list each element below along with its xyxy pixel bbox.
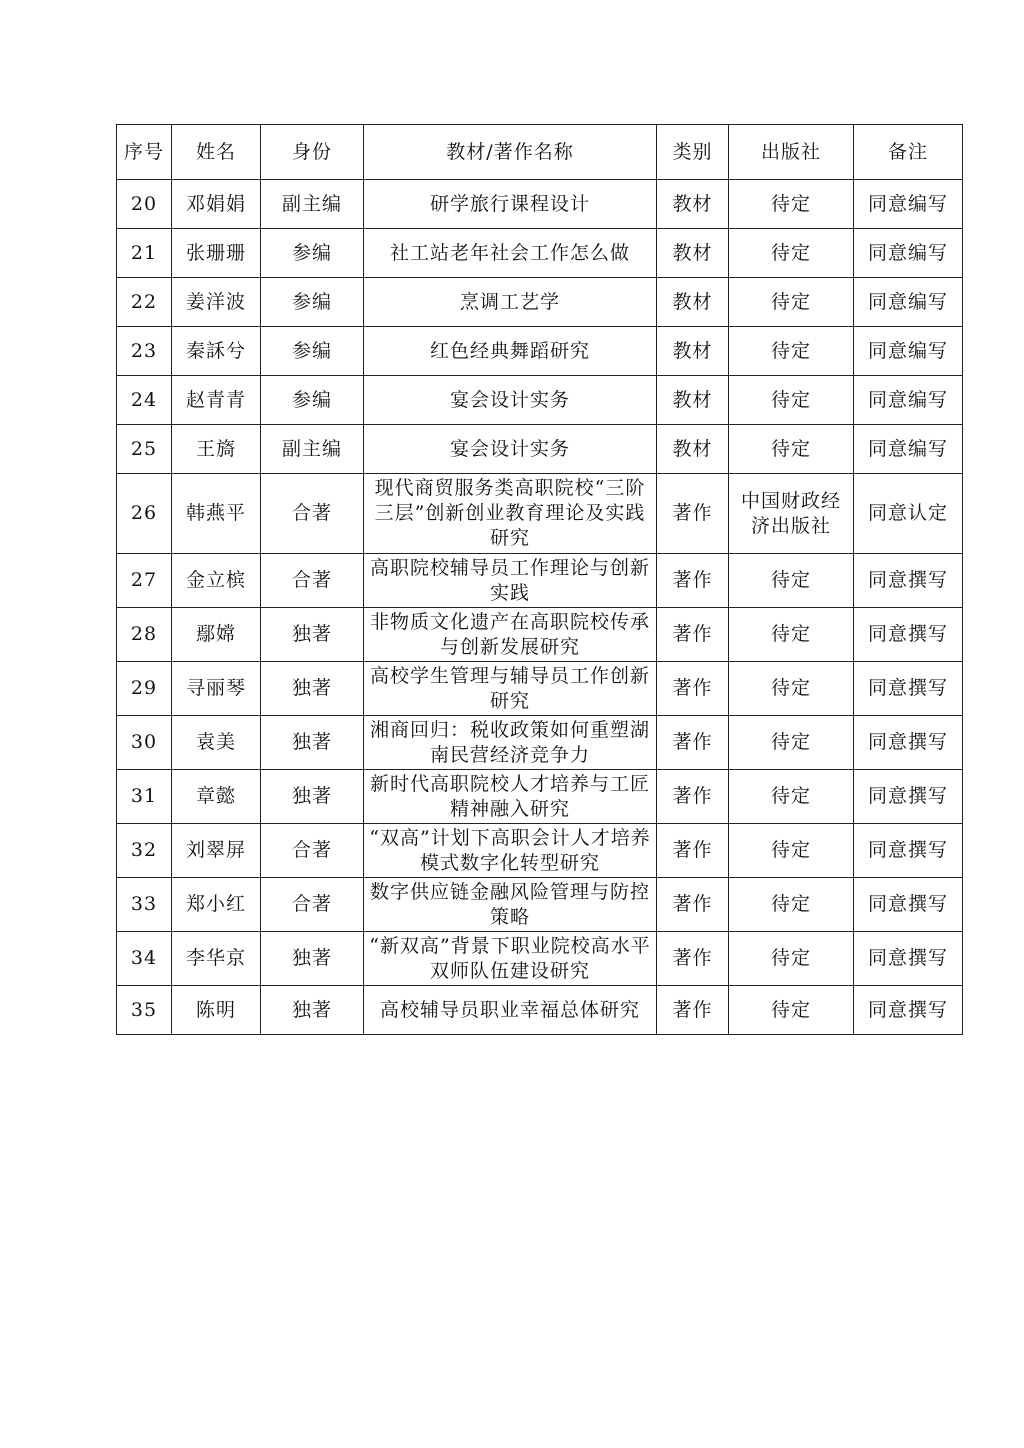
cell-seq: 33	[117, 878, 172, 932]
cell-name: 李华京	[172, 932, 261, 986]
cell-role: 副主编	[261, 425, 364, 474]
cell-remark: 同意撰写	[854, 662, 963, 716]
cell-seq: 31	[117, 770, 172, 824]
cell-name: 鄢嫦	[172, 608, 261, 662]
cell-name: 秦訸兮	[172, 327, 261, 376]
cell-seq: 26	[117, 474, 172, 554]
cell-name: 金立槟	[172, 554, 261, 608]
cell-title: 高职院校辅导员工作理论与创新实践	[364, 554, 657, 608]
table-row	[117, 824, 963, 878]
header-name: 姓名	[172, 125, 261, 180]
cell-type: 教材	[657, 180, 729, 229]
cell-role: 独著	[261, 986, 364, 1035]
cell-role: 独著	[261, 716, 364, 770]
cell-role: 合著	[261, 474, 364, 554]
cell-publisher: 待定	[729, 327, 854, 376]
cell-title: 研学旅行课程设计	[364, 180, 657, 229]
cell-remark: 同意编写	[854, 180, 963, 229]
table-row	[117, 878, 963, 932]
cell-publisher: 待定	[729, 376, 854, 425]
cell-type: 著作	[657, 554, 729, 608]
cell-publisher: 待定	[729, 716, 854, 770]
cell-type: 著作	[657, 932, 729, 986]
cell-type: 著作	[657, 986, 729, 1035]
cell-name: 寻丽琴	[172, 662, 261, 716]
header-remark: 备注	[854, 125, 963, 180]
cell-publisher: 待定	[729, 180, 854, 229]
cell-type: 著作	[657, 824, 729, 878]
cell-seq: 24	[117, 376, 172, 425]
cell-type: 著作	[657, 770, 729, 824]
cell-remark: 同意撰写	[854, 608, 963, 662]
cell-title: “新双高”背景下职业院校高水平双师队伍建设研究	[364, 932, 657, 986]
cell-publisher: 中国财政经济出版社	[729, 474, 854, 554]
table-row	[117, 986, 963, 1035]
cell-title: 新时代高职院校人才培养与工匠精神融入研究	[364, 770, 657, 824]
table-row	[117, 327, 963, 376]
cell-title: “双高”计划下高职会计人才培养模式数字化转型研究	[364, 824, 657, 878]
cell-role: 合著	[261, 554, 364, 608]
cell-name: 郑小红	[172, 878, 261, 932]
cell-publisher: 待定	[729, 878, 854, 932]
cell-type: 著作	[657, 878, 729, 932]
table-row	[117, 229, 963, 278]
cell-remark: 同意撰写	[854, 554, 963, 608]
cell-remark: 同意撰写	[854, 824, 963, 878]
cell-remark: 同意撰写	[854, 770, 963, 824]
cell-title: 宴会设计实务	[364, 425, 657, 474]
cell-type: 教材	[657, 327, 729, 376]
cell-seq: 27	[117, 554, 172, 608]
cell-seq: 35	[117, 986, 172, 1035]
cell-title: 高校学生管理与辅导员工作创新研究	[364, 662, 657, 716]
cell-remark: 同意撰写	[854, 932, 963, 986]
table-row	[117, 608, 963, 662]
cell-title: 湘商回归：税收政策如何重塑湖南民营经济竞争力	[364, 716, 657, 770]
cell-seq: 30	[117, 716, 172, 770]
cell-type: 教材	[657, 229, 729, 278]
cell-role: 参编	[261, 229, 364, 278]
cell-type: 著作	[657, 716, 729, 770]
cell-name: 韩燕平	[172, 474, 261, 554]
cell-name: 刘翠屏	[172, 824, 261, 878]
cell-title: 数字供应链金融风险管理与防控策略	[364, 878, 657, 932]
cell-title: 宴会设计实务	[364, 376, 657, 425]
cell-publisher: 待定	[729, 770, 854, 824]
cell-title: 高校辅导员职业幸福总体研究	[364, 986, 657, 1035]
cell-publisher: 待定	[729, 425, 854, 474]
table-header-row	[117, 125, 963, 180]
header-title: 教材/著作名称	[364, 125, 657, 180]
header-publisher: 出版社	[729, 125, 854, 180]
cell-remark: 同意认定	[854, 474, 963, 554]
cell-type: 教材	[657, 376, 729, 425]
header-role: 身份	[261, 125, 364, 180]
cell-name: 姜洋波	[172, 278, 261, 327]
table-row	[117, 662, 963, 716]
cell-role: 独著	[261, 932, 364, 986]
cell-name: 邓娟娟	[172, 180, 261, 229]
header-type: 类别	[657, 125, 729, 180]
textbook-approval-table	[116, 124, 963, 1035]
cell-type: 著作	[657, 474, 729, 554]
table-row	[117, 474, 963, 554]
cell-seq: 29	[117, 662, 172, 716]
cell-title: 烹调工艺学	[364, 278, 657, 327]
cell-publisher: 待定	[729, 608, 854, 662]
table-row	[117, 770, 963, 824]
table-row	[117, 278, 963, 327]
cell-publisher: 待定	[729, 229, 854, 278]
cell-remark: 同意撰写	[854, 716, 963, 770]
cell-remark: 同意撰写	[854, 986, 963, 1035]
table-row	[117, 376, 963, 425]
table-row	[117, 425, 963, 474]
cell-publisher: 待定	[729, 932, 854, 986]
cell-type: 著作	[657, 662, 729, 716]
cell-name: 陈明	[172, 986, 261, 1035]
cell-remark: 同意编写	[854, 376, 963, 425]
cell-type: 教材	[657, 278, 729, 327]
table-row	[117, 180, 963, 229]
table-row	[117, 716, 963, 770]
table-row	[117, 932, 963, 986]
cell-role: 副主编	[261, 180, 364, 229]
cell-remark: 同意撰写	[854, 878, 963, 932]
cell-seq: 22	[117, 278, 172, 327]
cell-remark: 同意编写	[854, 278, 963, 327]
cell-name: 赵青青	[172, 376, 261, 425]
table-row	[117, 554, 963, 608]
cell-remark: 同意编写	[854, 229, 963, 278]
cell-publisher: 待定	[729, 662, 854, 716]
cell-remark: 同意编写	[854, 327, 963, 376]
cell-role: 独著	[261, 770, 364, 824]
cell-name: 张珊珊	[172, 229, 261, 278]
cell-title: 社工站老年社会工作怎么做	[364, 229, 657, 278]
cell-publisher: 待定	[729, 278, 854, 327]
cell-type: 教材	[657, 425, 729, 474]
cell-type: 著作	[657, 608, 729, 662]
cell-name: 王旖	[172, 425, 261, 474]
cell-seq: 28	[117, 608, 172, 662]
cell-seq: 25	[117, 425, 172, 474]
cell-role: 合著	[261, 878, 364, 932]
cell-seq: 34	[117, 932, 172, 986]
cell-role: 合著	[261, 824, 364, 878]
cell-name: 章懿	[172, 770, 261, 824]
cell-remark: 同意编写	[854, 425, 963, 474]
cell-role: 独著	[261, 662, 364, 716]
cell-role: 参编	[261, 278, 364, 327]
header-seq: 序号	[117, 125, 172, 180]
cell-seq: 23	[117, 327, 172, 376]
cell-role: 独著	[261, 608, 364, 662]
cell-title: 现代商贸服务类高职院校“三阶三层”创新创业教育理论及实践研究	[364, 474, 657, 554]
cell-seq: 21	[117, 229, 172, 278]
cell-role: 参编	[261, 327, 364, 376]
cell-title: 非物质文化遗产在高职院校传承与创新发展研究	[364, 608, 657, 662]
cell-name: 袁美	[172, 716, 261, 770]
cell-role: 参编	[261, 376, 364, 425]
cell-publisher: 待定	[729, 554, 854, 608]
cell-seq: 32	[117, 824, 172, 878]
cell-seq: 20	[117, 180, 172, 229]
cell-publisher: 待定	[729, 986, 854, 1035]
cell-publisher: 待定	[729, 824, 854, 878]
cell-title: 红色经典舞蹈研究	[364, 327, 657, 376]
